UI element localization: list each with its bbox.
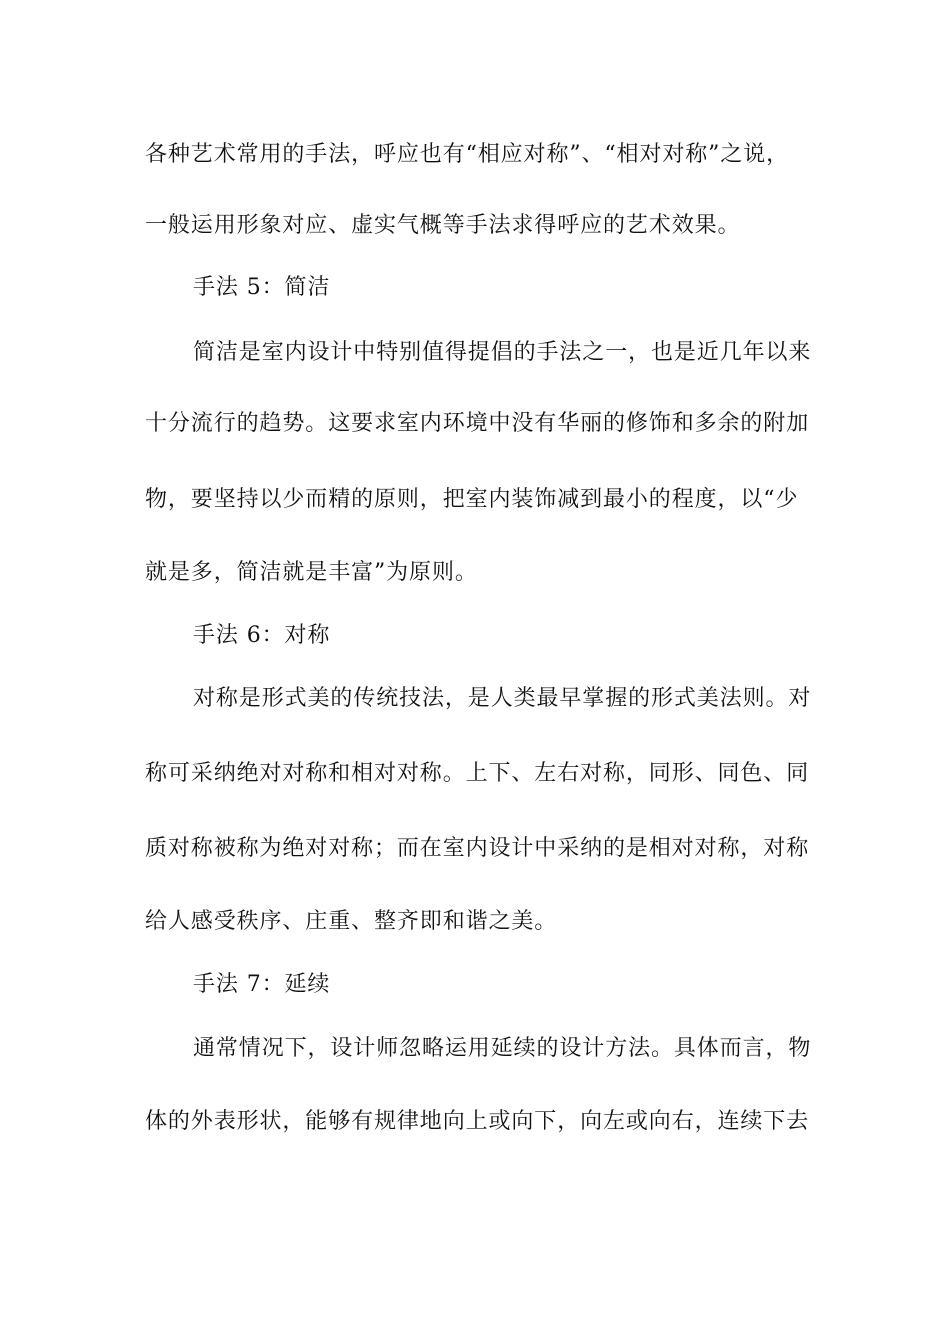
section-heading-5: 手法 5：简洁 — [193, 275, 331, 300]
body-line: 体的外表形状，能够有规律地向上或向下，向左或向右，连续下去 — [145, 1109, 810, 1134]
section-heading-6: 手法 6：对称 — [193, 623, 331, 648]
body-line: 十分流行的趋势。这要求室内环境中没有华丽的修饰和多余的附加 — [145, 411, 810, 436]
body-line: 就是多，简洁就是丰富”为原则。 — [145, 560, 478, 585]
body-line: 称可采纳绝对对称和相对对称。上下、左右对称，同形、同色、同 — [145, 761, 810, 786]
paragraph-first-line: 简洁是室内设计中特别值得提倡的手法之一，也是近几年以来 — [193, 340, 812, 365]
paragraph-first-line: 对称是形式美的传统技法，是人类最早掌握的形式美法则。对 — [193, 686, 812, 711]
body-line: 物，要坚持以少而精的原则，把室内装饰减到最小的程度，以“少 — [145, 487, 799, 512]
body-line: 给人感受秩序、庄重、整齐即和谐之美。 — [145, 909, 558, 934]
section-heading-7: 手法 7：延续 — [193, 972, 331, 997]
body-line: 一般运用形象对应、虚实气概等手法求得呼应的艺术效果。 — [145, 213, 741, 238]
paragraph-first-line: 通常情况下，设计师忽略运用延续的设计方法。具体而言，物 — [193, 1036, 812, 1061]
body-line: 质对称被称为绝对对称；而在室内设计中采纳的是相对对称，对称 — [145, 836, 810, 861]
body-line: 各种艺术常用的手法，呼应也有“相应对称”、“相对对称”之说， — [145, 142, 789, 167]
